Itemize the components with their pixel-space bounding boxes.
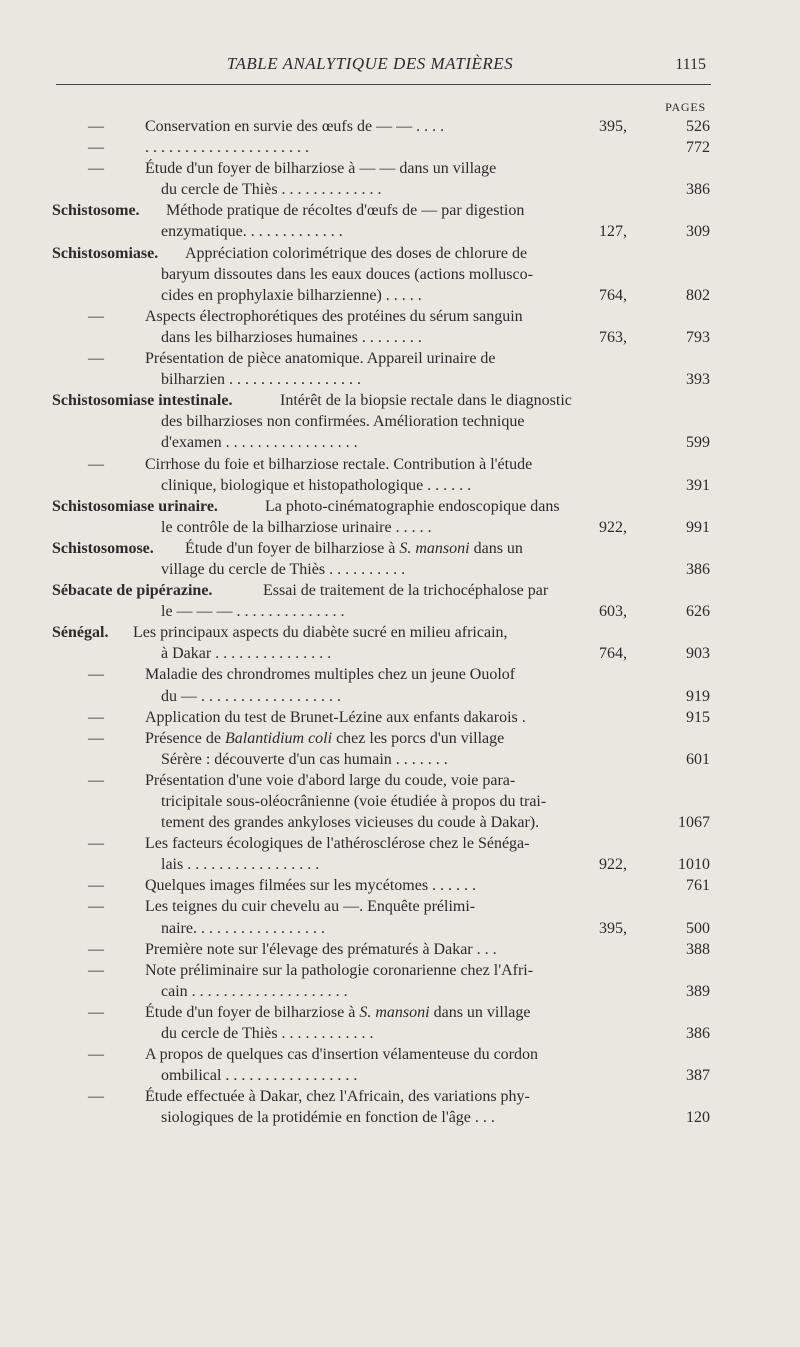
- entry-line: [0, 875, 800, 896]
- page-reference: 526: [686, 118, 710, 135]
- reference-number: 922,: [599, 518, 627, 536]
- index-entry: [0, 875, 800, 896]
- entry-line: [0, 454, 800, 475]
- entry-line: [0, 179, 800, 200]
- reference-number: 764,: [599, 645, 627, 663]
- entry-text: des bilharzioses non confirmées. Amélioration technique: [161, 413, 525, 431]
- index-entry: [0, 243, 800, 306]
- entry-keyword: Schistosomiase urinaire.: [52, 497, 218, 515]
- reference-number: 763,: [599, 328, 627, 346]
- repeat-dash: —: [88, 835, 104, 853]
- page-reference: 793: [686, 328, 710, 346]
- index-entries: [0, 116, 800, 1129]
- entry-text: Méthode pratique de récoltes d'œufs de — par digestion: [166, 202, 525, 220]
- page-reference: 386: [686, 181, 710, 199]
- page-reference: 500: [686, 919, 710, 937]
- entry-line: [0, 327, 800, 348]
- header-rule: [56, 84, 711, 85]
- index-entry: [0, 896, 800, 938]
- entry-line: [0, 918, 800, 939]
- page-reference: 802: [686, 286, 710, 304]
- index-entry: [0, 1002, 800, 1044]
- entry-text: lais . . . . . . . . . . . . . . . . .: [161, 856, 320, 874]
- repeat-dash: —: [88, 455, 104, 473]
- entry-text: du cercle de Thiès . . . . . . . . . . . . .: [161, 181, 382, 199]
- entry-line: [0, 707, 800, 728]
- running-title: TABLE ANALYTIQUE DES MATIÈRES: [226, 54, 514, 73]
- reference-number: 922,: [599, 856, 627, 874]
- entry-line: [0, 116, 800, 137]
- index-entry: [0, 580, 800, 622]
- entry-text: Essai de traitement de la trichocéphalose par: [263, 582, 549, 600]
- repeat-dash: —: [88, 877, 104, 895]
- entry-line: [0, 643, 800, 664]
- index-entry: [0, 664, 800, 706]
- entry-text: Application du test de Brunet-Lézine aux enfants dakarois .: [145, 708, 526, 726]
- entry-line: [0, 221, 800, 242]
- entry-text: Étude effectuée à Dakar, chez l'Africain, des variations phy-: [145, 1088, 530, 1106]
- entry-line: [0, 517, 800, 538]
- page-reference: 386: [686, 1025, 710, 1043]
- page-reference: 599: [686, 434, 710, 452]
- entry-text: d'examen . . . . . . . . . . . . . . . . .: [161, 434, 358, 452]
- index-entry: [0, 1044, 800, 1086]
- entry-text: tricipitale sous-oléocrânienne (voie étudiée à propos du trai-: [161, 793, 547, 810]
- entry-text: dans les bilharzioses humaines . . . . . . . .: [161, 328, 422, 346]
- entry-text: clinique, biologique et histopathologique . . . . . .: [161, 476, 472, 494]
- page-reference: 120: [686, 1109, 710, 1127]
- index-entry: [0, 390, 800, 453]
- page-reference: 761: [686, 877, 710, 895]
- entry-text: baryum dissoutes dans les eaux douces (actions mollusco-: [161, 265, 533, 283]
- reference-number: 764,: [599, 286, 627, 304]
- entry-line: [0, 369, 800, 390]
- entry-line: [0, 854, 800, 875]
- pages-column-label: PAGES: [665, 100, 706, 114]
- entry-text: cides en prophylaxie bilharzienne) . . . . .: [161, 286, 422, 304]
- entry-text: Intérêt de la biopsie rectale dans le diagnostic: [280, 392, 572, 410]
- page-reference: 1010: [678, 856, 710, 874]
- page-reference: 386: [686, 560, 710, 578]
- entry-line: [0, 1065, 800, 1086]
- entry-line: [0, 622, 800, 643]
- entry-line: [0, 580, 800, 601]
- repeat-dash: —: [88, 139, 104, 157]
- entry-line: [0, 475, 800, 496]
- entry-text: Note préliminaire sur la pathologie coronarienne chez l'Afri-: [145, 961, 534, 979]
- index-entry: [0, 454, 800, 496]
- page-reference: 391: [686, 476, 710, 494]
- reference-number: 395,: [599, 118, 627, 135]
- page-number: 1115: [675, 56, 706, 73]
- entry-line: [0, 496, 800, 517]
- entry-line: [0, 770, 800, 791]
- entry-line: [0, 348, 800, 369]
- page-reference: 393: [686, 371, 710, 389]
- entry-text: tement des grandes ankyloses vicieuses du coude à Dakar).: [161, 814, 540, 832]
- repeat-dash: —: [88, 1003, 104, 1021]
- entry-line: [0, 812, 800, 833]
- entry-text: à Dakar . . . . . . . . . . . . . . .: [161, 645, 332, 663]
- entry-text: ombilical . . . . . . . . . . . . . . . . .: [161, 1067, 358, 1085]
- entry-keyword: Schistosomose.: [52, 539, 154, 557]
- entry-line: [0, 960, 800, 981]
- page-reference: 915: [686, 708, 710, 726]
- entry-text: Cirrhose du foie et bilharziose rectale. Contribution à l'étude: [145, 455, 533, 473]
- entry-text: Quelques images filmées sur les mycétomes . . . . . .: [145, 877, 477, 895]
- index-entry: [0, 707, 800, 728]
- reference-number: 127,: [599, 223, 627, 241]
- repeat-dash: —: [88, 771, 104, 789]
- index-entry: [0, 1086, 800, 1128]
- entry-text: du cercle de Thiès . . . . . . . . . . . .: [161, 1025, 374, 1043]
- entry-text: A propos de quelques cas d'insertion vélamenteuse du cordon: [145, 1046, 539, 1064]
- entry-line: [0, 1107, 800, 1128]
- entry-text: Appréciation colorimétrique des doses de chlorure de: [185, 244, 528, 262]
- repeat-dash: —: [88, 666, 104, 684]
- entry-line: [0, 749, 800, 770]
- page-reference: 389: [686, 982, 710, 1000]
- entry-line: [0, 833, 800, 854]
- entry-line: [0, 939, 800, 960]
- entry-line: [0, 306, 800, 327]
- entry-line: [0, 538, 800, 559]
- reference-number: 395,: [599, 919, 627, 937]
- page-reference: 903: [686, 645, 710, 663]
- index-entry: [0, 158, 800, 200]
- entry-line: [0, 285, 800, 306]
- page-reference: 626: [686, 603, 710, 621]
- repeat-dash: —: [88, 307, 104, 325]
- entry-line: [0, 390, 800, 411]
- entry-line: [0, 1023, 800, 1044]
- page-reference: 772: [686, 139, 710, 157]
- entry-text: Sérère : découverte d'un cas humain . . . . . . .: [161, 750, 448, 768]
- entry-line: [0, 1002, 800, 1023]
- page-reference: 309: [686, 223, 710, 241]
- entry-keyword: Sénégal.: [52, 624, 109, 642]
- entry-line: [0, 243, 800, 264]
- index-entry: [0, 496, 800, 538]
- entry-text: Les principaux aspects du diabète sucré en milieu africain,: [133, 624, 508, 642]
- entry-text: Aspects électrophorétiques des protéines du sérum sanguin: [145, 307, 523, 325]
- entry-text: le — — — . . . . . . . . . . . . . .: [161, 603, 345, 621]
- index-entry: [0, 348, 800, 390]
- page-reference: 388: [686, 940, 710, 958]
- index-entry: [0, 137, 800, 158]
- repeat-dash: —: [88, 729, 104, 747]
- entry-line: [0, 1086, 800, 1107]
- index-entry: [0, 306, 800, 348]
- index-entry: [0, 538, 800, 580]
- index-entry: [0, 770, 800, 833]
- entry-line: [0, 200, 800, 221]
- repeat-dash: —: [88, 350, 104, 368]
- entry-text: village du cercle de Thiès . . . . . . . . . .: [161, 560, 406, 578]
- index-entry: [0, 728, 800, 770]
- repeat-dash: —: [88, 961, 104, 979]
- entry-line: [0, 791, 800, 812]
- index-entry: [0, 960, 800, 1002]
- entry-line: [0, 411, 800, 432]
- entry-text: . . . . . . . . . . . . . . . . . . . . .: [145, 139, 309, 157]
- entry-text: Présentation d'une voie d'abord large du coude, voie para-: [145, 771, 516, 789]
- entry-text: siologiques de la protidémie en fonction de l'âge . . .: [161, 1109, 495, 1127]
- entry-text: Les facteurs écologiques de l'athérosclérose chez le Sénéga-: [145, 835, 530, 853]
- page-reference: 1067: [678, 814, 710, 832]
- entry-text: Première note sur l'élevage des prématurés à Dakar . . .: [145, 940, 497, 958]
- page-reference: 919: [686, 687, 710, 705]
- entry-text: Présentation de pièce anatomique. Appareil urinaire de: [145, 350, 496, 368]
- entry-line: [0, 158, 800, 179]
- entry-text: Étude d'un foyer de bilharziose à S. mansoni dans un village: [145, 1003, 531, 1021]
- repeat-dash: —: [88, 118, 104, 135]
- entry-line: [0, 432, 800, 453]
- entry-text: bilharzien . . . . . . . . . . . . . . . . .: [161, 371, 361, 389]
- entry-line: [0, 601, 800, 622]
- entry-line: [0, 896, 800, 917]
- reference-number: 603,: [599, 603, 627, 621]
- repeat-dash: —: [88, 708, 104, 726]
- repeat-dash: —: [88, 898, 104, 916]
- index-entry: [0, 939, 800, 960]
- entry-text: naire. . . . . . . . . . . . . . . . .: [161, 919, 325, 937]
- entry-line: [0, 264, 800, 285]
- entry-keyword: Schistosomiase intestinale.: [52, 392, 233, 410]
- entry-line: [0, 686, 800, 707]
- entry-text: le contrôle de la bilharziose urinaire . . . . .: [161, 518, 432, 536]
- entry-text: Maladie des chrondromes multiples chez un jeune Ouolof: [145, 666, 516, 684]
- repeat-dash: —: [88, 1088, 104, 1106]
- entry-text: La photo-cinématographie endoscopique dans: [265, 497, 560, 515]
- entry-keyword: Sébacate de pipérazine.: [52, 582, 213, 600]
- page-reference: 991: [686, 518, 710, 536]
- index-entry: [0, 622, 800, 664]
- entry-text: Les teignes du cuir chevelu au —. Enquête prélimi-: [145, 898, 476, 916]
- entry-line: [0, 559, 800, 580]
- entry-text: Étude d'un foyer de bilharziose à — — dans un village: [145, 160, 497, 178]
- entry-keyword: Schistosomiase.: [52, 244, 159, 262]
- entry-line: [0, 664, 800, 685]
- entry-line: [0, 1044, 800, 1065]
- index-entry: [0, 200, 800, 242]
- repeat-dash: —: [88, 160, 104, 178]
- repeat-dash: —: [88, 1046, 104, 1064]
- index-entry: [0, 116, 800, 137]
- entry-text: Conservation en survie des œufs de — — . . . .: [145, 118, 445, 135]
- page-reference: 601: [686, 750, 710, 768]
- entry-keyword: Schistosome.: [52, 202, 140, 220]
- entry-line: [0, 728, 800, 749]
- entry-line: [0, 981, 800, 1002]
- index-entry: [0, 833, 800, 875]
- entry-text: Étude d'un foyer de bilharziose à S. mansoni dans un: [185, 539, 523, 557]
- entry-line: [0, 137, 800, 158]
- entry-text: Présence de Balantidium coli chez les porcs d'un village: [145, 729, 505, 747]
- entry-text: cain . . . . . . . . . . . . . . . . . . . .: [161, 982, 348, 1000]
- entry-text: enzymatique. . . . . . . . . . . . .: [161, 223, 343, 241]
- repeat-dash: —: [88, 940, 104, 958]
- entry-text: du — . . . . . . . . . . . . . . . . . .: [161, 687, 341, 705]
- page-reference: 387: [686, 1067, 710, 1085]
